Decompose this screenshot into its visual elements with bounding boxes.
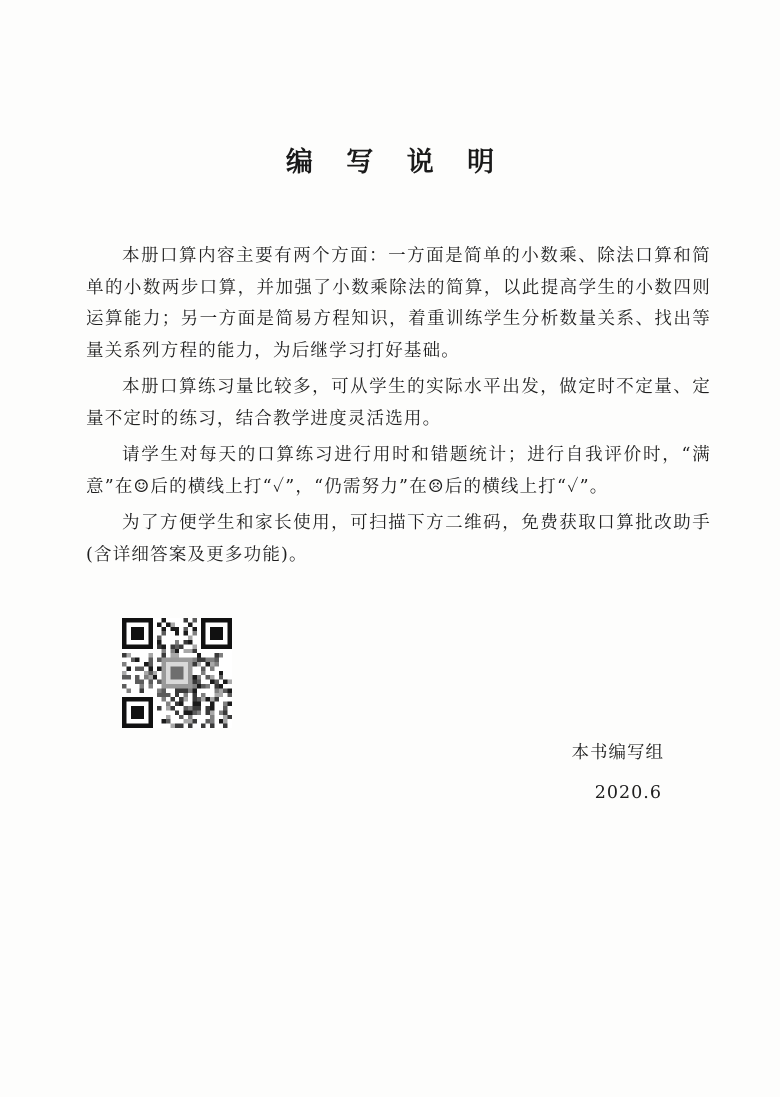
qr-module [184, 649, 188, 653]
qr-module [170, 627, 174, 631]
qr-module [197, 710, 201, 714]
qr-finder-top-right [201, 618, 232, 649]
qr-module [219, 719, 223, 723]
publication-date: 2020.6 [594, 783, 662, 803]
qr-module [148, 666, 152, 670]
qr-module [192, 693, 196, 697]
qr-module [157, 644, 161, 648]
qr-module [206, 697, 210, 701]
page-title: 编 写 说 明 [285, 147, 507, 178]
qr-module [162, 719, 166, 723]
qr-module [162, 653, 166, 657]
paragraph-qr-instructions: 为了方便学生和家长使用，可扫描下方二维码，免费获取口算批改助手(含详细答案及更多功能)。 [86, 513, 711, 565]
qr-module [184, 618, 188, 622]
qr-module [157, 658, 161, 662]
qr-module [210, 724, 214, 728]
qr-module [153, 675, 157, 679]
qr-module [135, 680, 139, 684]
qr-module [157, 666, 161, 670]
qr-module [188, 715, 192, 719]
paragraph-content-intro: 本册口算内容主要有两个方面：一方面是简单的小数乘、除法口算和简单的小数两步口算，并加强了小数乘除法的简算，以此提高学生的小数四则运算能力；另一方面是简易方程知识，着重训练学生分析数量关系、找出等量关系列方程的能力，为后继学习打好基础。 [86, 246, 711, 361]
qr-module [214, 688, 218, 692]
qr-module [192, 618, 196, 622]
qr-module [210, 702, 214, 706]
qr-module [148, 684, 152, 688]
qr-module [179, 715, 183, 719]
qr-module [192, 702, 196, 706]
qr-module [192, 688, 196, 692]
qr-module [144, 662, 148, 666]
qr-module [228, 688, 232, 692]
qr-module [144, 675, 148, 679]
qr-module [197, 662, 201, 666]
qr-module [192, 627, 196, 631]
qr-module [184, 640, 188, 644]
qr-module [162, 649, 166, 653]
qr-module [135, 675, 139, 679]
qr-module [201, 671, 205, 675]
qr-module [223, 724, 227, 728]
qr-module [179, 688, 183, 692]
qr-module [223, 706, 227, 710]
qr-module [148, 680, 152, 684]
qr-module [214, 693, 218, 697]
author-signature: 本书编写组 [571, 743, 664, 763]
qr-module [206, 658, 210, 662]
qr-module [140, 688, 144, 692]
qr-module [223, 715, 227, 719]
qr-module [210, 680, 214, 684]
qr-module [153, 671, 157, 675]
qr-module [162, 618, 166, 622]
qr-module [179, 724, 183, 728]
qr-module [184, 697, 188, 701]
qr-module [219, 653, 223, 657]
qr-module [206, 719, 210, 723]
qr-module [206, 662, 210, 666]
qr-module [175, 649, 179, 653]
qr-module [197, 706, 201, 710]
qr-module [126, 653, 130, 657]
qr-module [192, 631, 196, 635]
qr-module [210, 675, 214, 679]
qr-code-icon[interactable] [122, 618, 232, 728]
qr-module [175, 640, 179, 644]
qr-module [170, 697, 174, 701]
qr-module [210, 658, 214, 662]
qr-module [162, 697, 166, 701]
qr-module [184, 706, 188, 710]
qr-module [157, 693, 161, 697]
qr-module [192, 710, 196, 714]
qr-module [192, 697, 196, 701]
qr-module [170, 724, 174, 728]
qr-module [188, 719, 192, 723]
qr-module [122, 662, 126, 666]
qr-module [214, 653, 218, 657]
qr-module [184, 688, 188, 692]
qr-module [166, 706, 170, 710]
qr-module [210, 706, 214, 710]
qr-module [192, 719, 196, 723]
qr-module [175, 653, 179, 657]
qr-module [201, 697, 205, 701]
qr-module [126, 666, 130, 670]
qr-module [201, 658, 205, 662]
qr-module [157, 680, 161, 684]
qr-module [197, 697, 201, 701]
qr-module [162, 688, 166, 692]
qr-module [210, 666, 214, 670]
qr-module [135, 658, 139, 662]
qr-module [201, 666, 205, 670]
qr-module [219, 671, 223, 675]
qr-module [166, 715, 170, 719]
qr-module [175, 631, 179, 635]
qr-module [188, 622, 192, 626]
qr-module [210, 662, 214, 666]
qr-module [201, 693, 205, 697]
qr-module [122, 671, 126, 675]
qr-module [219, 684, 223, 688]
qr-module [166, 702, 170, 706]
qr-module [179, 697, 183, 701]
qr-module [175, 724, 179, 728]
qr-module [184, 710, 188, 714]
qr-module [188, 636, 192, 640]
qr-module [228, 702, 232, 706]
paragraph-self-evaluation: 请学生对每天的口算练习进行用时和错题统计；进行自我评价时，“满意”在☺后的横线上打“✓”，“仍需努力”在☹后的横线上打“✓”。 [86, 445, 711, 497]
qr-module [192, 662, 196, 666]
qr-module [192, 649, 196, 653]
qr-module [192, 644, 196, 648]
signature-block [572, 733, 665, 813]
qr-module [197, 680, 201, 684]
qr-module [175, 627, 179, 631]
qr-module [170, 644, 174, 648]
qr-module [148, 653, 152, 657]
qr-module [166, 693, 170, 697]
qr-module [197, 702, 201, 706]
qr-module [210, 719, 214, 723]
qr-module [206, 684, 210, 688]
qr-module [126, 688, 130, 692]
qr-module [214, 684, 218, 688]
paragraph-practice-volume: 本册口算练习量比较多，可从学生的实际水平出发，做定时不定量、定量不定时的练习，结合教学进度灵活选用。 [86, 377, 711, 429]
qr-module [184, 631, 188, 635]
qr-module [140, 666, 144, 670]
qr-module [219, 693, 223, 697]
qr-module [201, 684, 205, 688]
qr-module [175, 688, 179, 692]
qr-module [197, 653, 201, 657]
qr-module [223, 702, 227, 706]
qr-module [210, 697, 214, 701]
qr-module [162, 693, 166, 697]
qr-module [188, 688, 192, 692]
qr-center-logo [162, 658, 193, 689]
qr-module [184, 627, 188, 631]
qr-module [122, 653, 126, 657]
qr-module [223, 719, 227, 723]
qr-module [214, 697, 218, 701]
qr-module [228, 680, 232, 684]
qr-module [197, 658, 201, 662]
qr-module [219, 688, 223, 692]
qr-module [148, 675, 152, 679]
qr-module [219, 710, 223, 714]
qr-module [157, 622, 161, 626]
qr-module [175, 693, 179, 697]
qr-module [192, 706, 196, 710]
qr-module [214, 680, 218, 684]
qr-module [140, 684, 144, 688]
qr-module [192, 684, 196, 688]
qr-module [197, 675, 201, 679]
qr-module [192, 658, 196, 662]
qr-module [179, 644, 183, 648]
qr-module [210, 710, 214, 714]
qr-module [162, 631, 166, 635]
qr-module [188, 710, 192, 714]
qr-module [162, 644, 166, 648]
qr-module [197, 684, 201, 688]
qr-module [179, 702, 183, 706]
qr-module [206, 710, 210, 714]
qr-finder-top-left [122, 618, 153, 649]
qr-module [122, 675, 126, 679]
qr-module [166, 719, 170, 723]
qr-module [157, 640, 161, 644]
qr-module [157, 706, 161, 710]
qr-module [228, 693, 232, 697]
qr-module [188, 724, 192, 728]
qr-module [175, 702, 179, 706]
qr-module [223, 688, 227, 692]
qr-module [170, 706, 174, 710]
qr-module [148, 662, 152, 666]
qr-module [188, 640, 192, 644]
qr-module [214, 662, 218, 666]
qr-module [166, 622, 170, 626]
qr-module [144, 671, 148, 675]
qr-module [175, 644, 179, 648]
qr-module [214, 658, 218, 662]
qr-module [192, 675, 196, 679]
qr-module [219, 675, 223, 679]
qr-module [148, 658, 152, 662]
qr-module [157, 636, 161, 640]
qr-module [162, 627, 166, 631]
qr-module [192, 680, 196, 684]
qr-module [170, 649, 174, 653]
qr-module [184, 719, 188, 723]
body-text [86, 241, 711, 571]
qr-module [188, 649, 192, 653]
qr-module [206, 706, 210, 710]
qr-module [223, 710, 227, 714]
qr-module [148, 671, 152, 675]
qr-module [126, 675, 130, 679]
qr-module [131, 658, 135, 662]
qr-module [170, 653, 174, 657]
qr-module [135, 666, 139, 670]
qr-module [228, 715, 232, 719]
qr-module [210, 715, 214, 719]
qr-module [122, 684, 126, 688]
qr-finder-bottom-left [122, 697, 153, 728]
qr-module [201, 724, 205, 728]
qr-module [188, 706, 192, 710]
qr-module [206, 675, 210, 679]
qr-module [223, 680, 227, 684]
qr-module [140, 680, 144, 684]
qr-module [175, 710, 179, 714]
qr-module [157, 688, 161, 692]
qr-module [170, 622, 174, 626]
qr-module [184, 693, 188, 697]
